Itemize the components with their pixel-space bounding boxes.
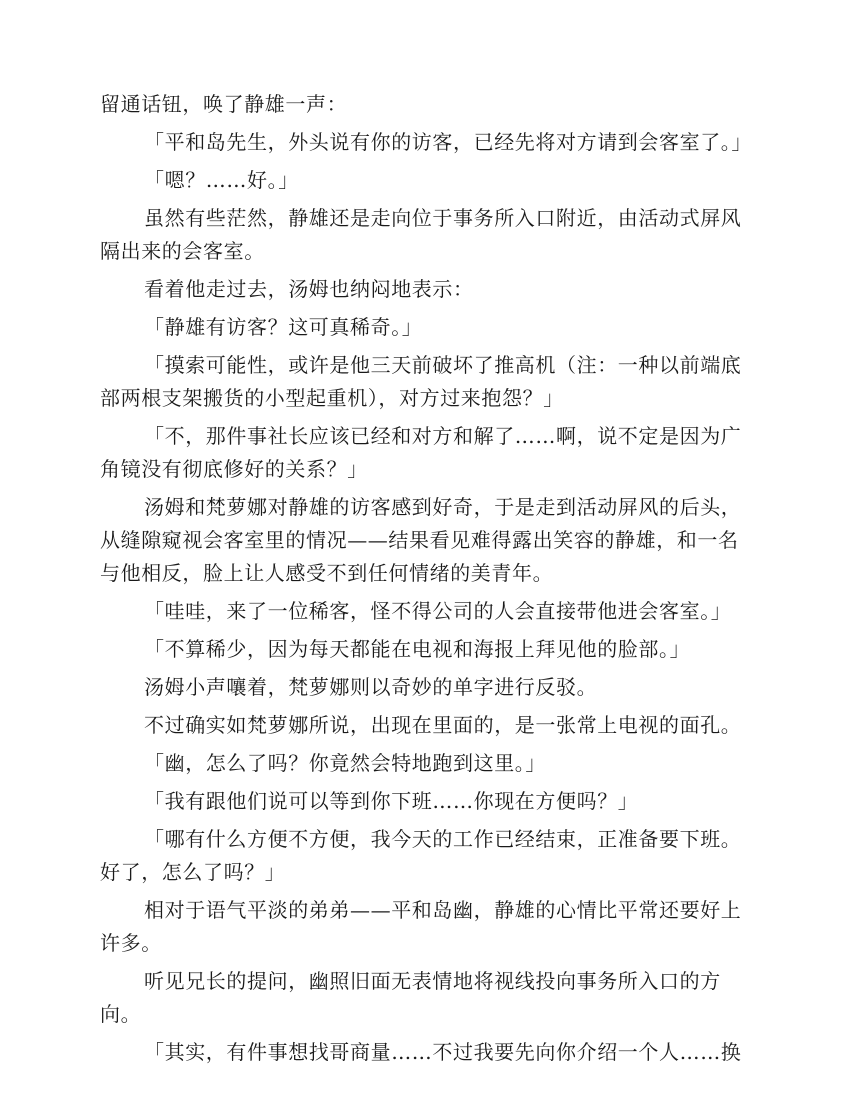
paragraph: 「不算稀少，因为每天都能在电视和海报上拜见他的脸部。」 [144,637,691,661]
paragraph: 看着他走过去，汤姆也纳闷地表示： [144,277,474,301]
paragraph: 「摸索可能性，或许是他三天前破坏了推高机（注：一种以前端底部两根支架搬货的小型起重机），对方过来抱怨？」 [100,353,742,410]
paragraph: 「幽，怎么了吗？你竟然会特地跑到这里。」 [144,751,546,775]
document-page [100,88,752,1074]
paragraph: 相对于语气平淡的弟弟——平和岛幽，静雄的心情比平常还要好上许多。 [100,898,742,955]
paragraph: 汤姆小声嚷着，梵萝娜则以奇妙的单字进行反驳。 [144,675,598,699]
paragraph: 留通话钮，唤了静雄一声： [100,92,348,116]
paragraph: 「不，那件事社长应该已经和对方和解了……啊，说不定是因为广角镜没有彻底修好的关系？」 [100,424,742,481]
paragraph: 「其实，有件事想找哥商量……不过我要先向你介绍一个人……换 [144,1040,742,1064]
paragraph: 「哪有什么方便不方便，我今天的工作已经结束，正准备要下班。好了，怎么了吗？」 [100,827,742,884]
paragraph: 「平和岛先生，外头说有你的访客，已经先将对方请到会客室了。」 [144,130,752,154]
paragraph: 「嗯？……好。」 [144,168,299,192]
paragraph: 不过确实如梵萝娜所说，出现在里面的，是一张常上电视的面孔。 [144,713,742,737]
paragraph: 汤姆和梵萝娜对静雄的访客感到好奇，于是走到活动屏风的后头，从缝隙窥视会客室里的情况——结果看见难得露出笑容的静雄，和一名与他相反，脸上让人感受不到任何情绪的美青年。 [100,495,742,585]
paragraph: 听见兄长的提问，幽照旧面无表情地将视线投向事务所入口的方向。 [100,969,721,1026]
paragraph: 「哇哇，来了一位稀客，怪不得公司的人会直接带他进会客室。」 [144,599,732,623]
paragraph: 「静雄有访客？这可真稀奇。」 [144,315,423,339]
paragraph: 虽然有些茫然，静雄还是走向位于事务所入口附近，由活动式屏风隔出来的会客室。 [100,206,742,263]
paragraph: 「我有跟他们说可以等到你下班……你现在方便吗？」 [144,789,639,813]
